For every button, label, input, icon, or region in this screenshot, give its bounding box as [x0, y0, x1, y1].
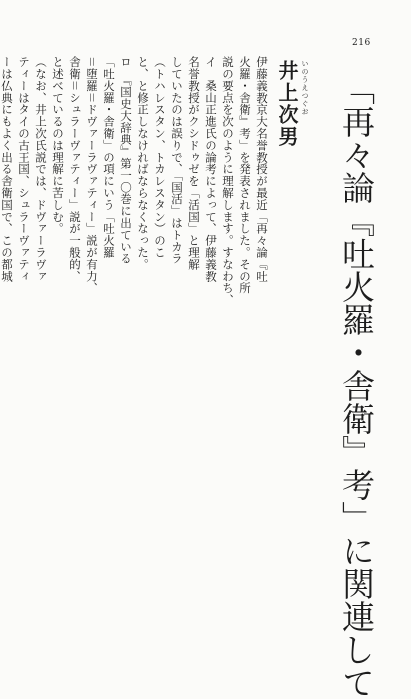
body-line: ロ 『国史大辞典』第一〇巻に出ている — [119, 56, 133, 265]
body-line: （なお、井上次氏説では、ドヴァーラヴァ — [34, 56, 48, 283]
body-line: していたのは誤りで、「国活」はトカラ — [170, 56, 184, 265]
body-line: 伊藤義教京大名誉教授が最近「再々論『吐 — [255, 56, 269, 283]
body-line: ティーはタイの古王国、シュラーヴァティ — [17, 56, 31, 283]
body-line: ＝堕羅＝ドヴァーラヴァティー」説が有力、 — [85, 56, 99, 294]
body-text — [0, 56, 270, 592]
body-line: 説の要点を次のように理解します。すなわち、 — [221, 56, 235, 306]
body-line: 火羅・舎衛』考」を発表されました。その所 — [238, 56, 252, 294]
author-ruby: いのうえつぐお — [301, 60, 309, 116]
body-line: ーは仏典にもよく出る舎衛国で、この都城 — [0, 56, 14, 283]
author-name: 井上次男 — [275, 60, 299, 148]
body-line: 「吐火羅・舎衛」の項にいう「吐火羅 — [102, 56, 116, 259]
body-line: （トハレスタン、トカレスタン）のこ — [153, 56, 167, 259]
article-title: 「再々論『吐火羅・舎衛』考」に関連して — [337, 72, 376, 699]
body-line: イ 桑山正進氏の論考によって、伊藤義教 — [204, 56, 218, 283]
body-line: と、と修正しなければならなくなった。 — [136, 56, 150, 271]
body-line: 名誉教授がクシドゥゼを「活国」と理解 — [187, 56, 201, 271]
page-number: 216 — [352, 38, 371, 48]
body-line: 舎衛＝シュラーヴァティー」説が一般的、 — [68, 56, 82, 283]
body-line: と述べているのは理解に苦しむ。 — [51, 56, 65, 235]
